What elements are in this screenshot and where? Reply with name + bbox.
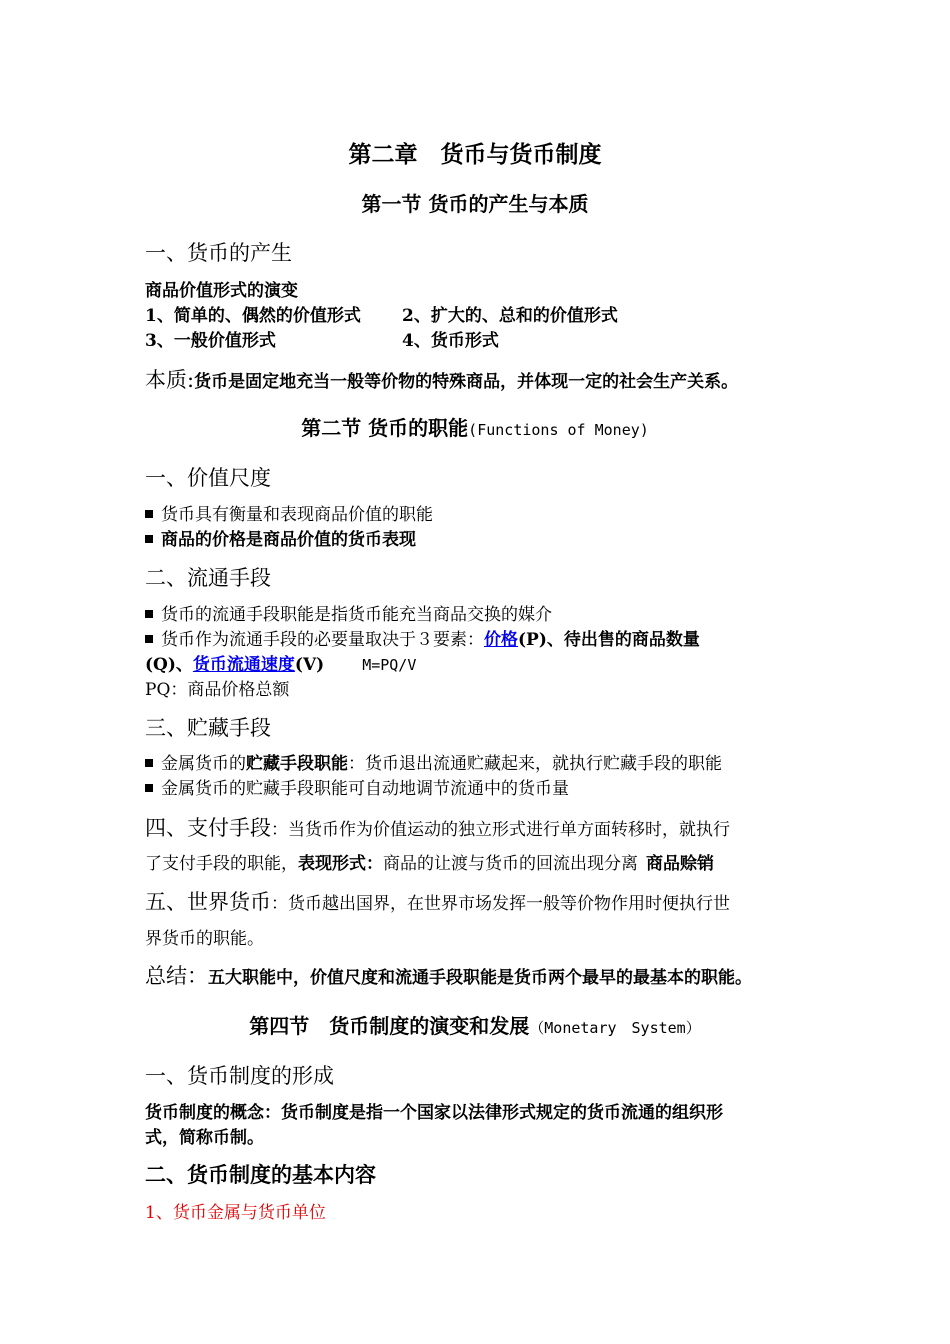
section2-title-en: (Functions of Money) [468,421,649,439]
value-form-4: 4、货币形式 [402,331,499,351]
essence-label: 本质: [145,368,195,392]
hoarding-b1-post: ：货币退出流通贮藏起来，就执行贮藏手段的职能 [348,754,722,774]
hoarding-b1-bold: 贮藏手段职能 [246,754,348,774]
bullet-square-icon [145,610,153,618]
section1-title: 第一节 货币的产生与本质 [361,192,589,216]
hoarding-bullet-2 [145,774,569,799]
circulation-bullet-1-text: 货币的流通手段职能是指货币能充当商品交换的媒介 [161,605,552,625]
bullet-square-icon [145,759,153,767]
hoarding-bullet-1 [145,749,722,774]
formula: M=PQ/V [362,656,417,674]
bullet-square-icon [145,784,153,792]
circulation-bullet-2-text: 货币作为流通手段的必要量取决于３要素： [161,630,484,650]
circulation-bullet-2-mid: (P)、待出售的商品数量 [518,630,700,650]
payment-line-2 [145,849,714,874]
content-item-1: 1、货币金属与货币单位 [145,1203,326,1223]
credit-sale: 商品赊销 [646,854,714,874]
payment-heading: 四、支付手段 [145,816,271,840]
world-text-2: 界货币的职能。 [145,929,264,949]
essence-line [145,364,738,394]
bullet-square-icon [145,635,153,643]
bullet-square-icon [145,510,153,518]
measure-bullet-1 [145,500,433,525]
essence-text: 货币是固定地充当一般等价物的特殊商品，并体现一定的社会生产关系。 [194,372,739,392]
section4-title-line [0,1010,950,1039]
bullet-square-icon [145,535,153,543]
circulation-heading: 二、流通手段 [145,566,271,590]
circulation-bullet-2 [145,625,700,650]
payment-line-1 [145,812,730,842]
circulation-line2-mid: (V) [294,655,325,675]
summary-text: 五大职能中，价值尺度和流通手段职能是货币两个最早的最基本的职能。 [208,968,752,988]
hoarding-b2-text: 金属货币的贮藏手段职能可自动地调节流通中的货币量 [161,779,569,799]
pq-note: PQ：商品价格总额 [145,680,290,700]
hoarding-heading: 三、贮藏手段 [145,716,271,740]
section4-heading-formation: 一、货币制度的形成 [145,1064,334,1088]
value-forms-row-2 [145,326,499,351]
summary-label: 总结： [145,964,208,988]
price-link[interactable]: 价格 [484,630,518,650]
concept-line-2: 式，简称币制。 [145,1128,264,1148]
world-text-1: ：货币越出国界，在世界市场发挥一般等价物作用时便执行世 [271,894,730,914]
measure-bullet-2-text: 商品的价格是商品价值的货币表现 [161,530,416,550]
section1-heading-origin: 一、货币的产生 [145,241,292,265]
circulation-bullet-2-cont [145,650,416,675]
section4-title-en: （Monetary System） [529,1019,701,1037]
measure-heading: 一、价值尺度 [145,466,271,490]
summary-line [145,960,752,990]
section2-title-line [0,412,950,441]
evolution-title: 商品价值形式的演变 [145,281,298,301]
measure-bullet-1-text: 货币具有衡量和表现商品价值的职能 [161,505,433,525]
world-line-1 [145,886,730,916]
payment-text-2: 了支付手段的职能， [145,854,298,874]
value-form-1: 1、简单的、偶然的价值形式 [145,306,361,326]
measure-bullet-2 [145,525,416,550]
value-form-2: 2、扩大的、总和的价值形式 [402,306,618,326]
circulation-line2-pre: (Q)、 [145,655,193,675]
payment-form-label: 表现形式： [298,854,383,874]
payment-text-1: ：当货币作为价值运动的独立形式进行单方面转移时，就执行 [271,820,730,840]
circulation-bullet-1 [145,600,552,625]
section2-title: 第二节 货币的职能 [301,416,469,440]
hoarding-b1-pre: 金属货币的 [161,754,246,774]
section4-heading-content: 二、货币制度的基本内容 [145,1162,376,1187]
concept-line-1: 货币制度的概念：货币制度是指一个国家以法律形式规定的货币流通的组织形 [145,1103,723,1123]
section4-title: 第四节 货币制度的演变和发展 [249,1014,530,1038]
value-form-3: 3、一般价值形式 [145,331,276,351]
payment-text-3: 商品的让渡与货币的回流出现分离 [383,854,638,874]
velocity-link[interactable]: 货币流通速度 [192,655,295,675]
value-forms-row-1 [145,301,618,326]
chapter-title: 第二章 货币与货币制度 [348,141,602,168]
world-heading: 五、世界货币 [145,890,271,914]
